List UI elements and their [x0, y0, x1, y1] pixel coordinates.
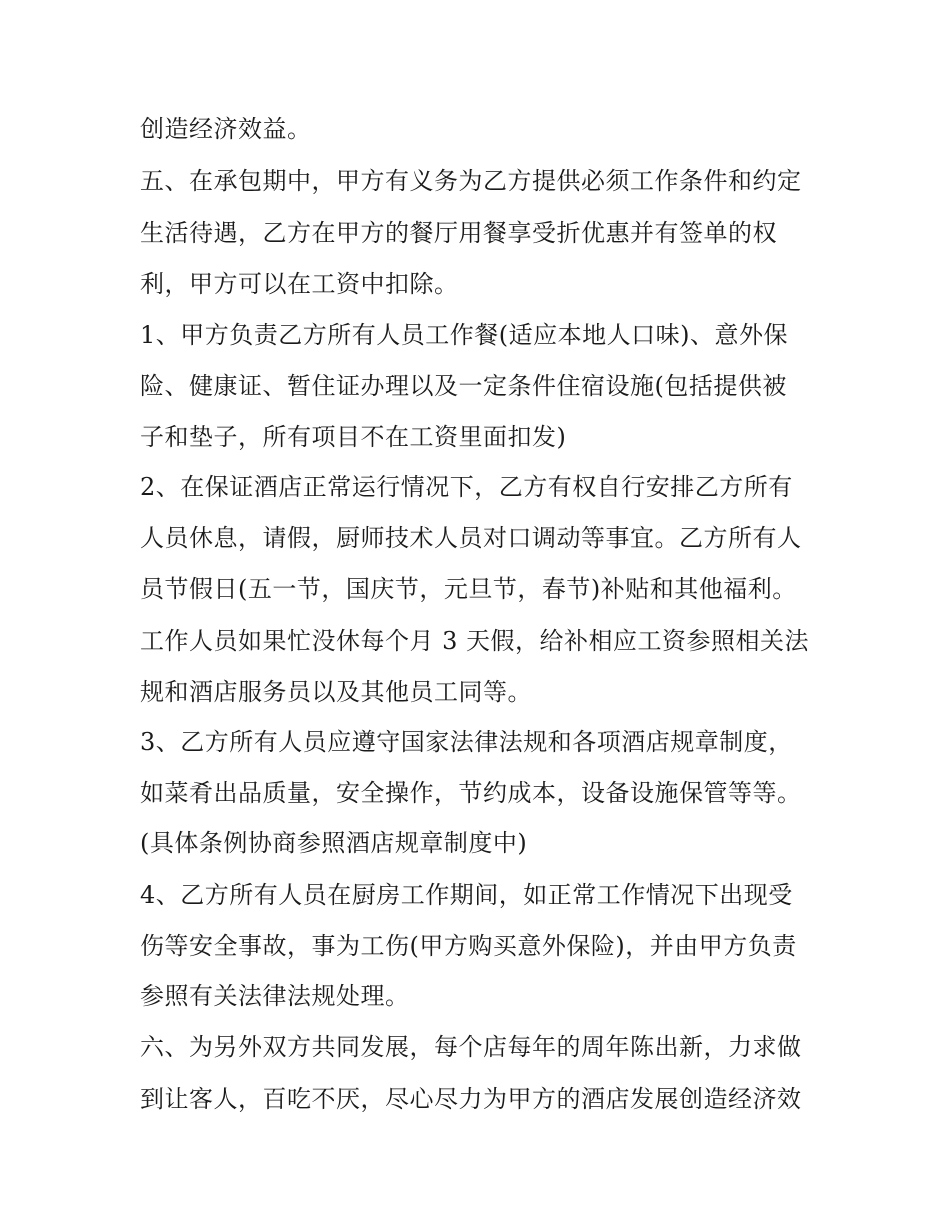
- text-line: 工作人员如果忙没休每个月 3 天假，给补相应工资参照相关法: [140, 627, 810, 655]
- text-line: 到让客人，百吃不厌，尽心尽力为甲方的酒店发展创造经济效: [140, 1085, 802, 1113]
- text-line: 子和垫子，所有项目不在工资里面扣发): [140, 423, 567, 451]
- text-line: 如菜肴出品质量，安全操作，节约成本，设备设施保管等等。: [140, 779, 802, 807]
- text-line: 1、甲方负责乙方所有人员工作餐(适应本地人口味)、意外保: [140, 321, 788, 349]
- text-line: 险、健康证、暂住证办理以及一定条件住宿设施(包括提供被: [140, 372, 787, 400]
- text-line: 3、乙方所有人员应遵守国家法律法规和各项酒店规章制度，: [140, 728, 793, 756]
- text-line: 创造经济效益。: [140, 115, 312, 143]
- text-line: 伤等安全事故，事为工伤(甲方购买意外保险)，并由甲方负责: [140, 932, 797, 960]
- text-line: (具体条例协商参照酒店规章制度中): [140, 829, 528, 857]
- text-line: 员节假日(五一节，国庆节，元旦节，春节)补贴和其他福利。: [140, 575, 797, 603]
- text-line: 五、在承包期中，甲方有义务为乙方提供必须工作条件和约定: [140, 167, 802, 195]
- text-line: 生活待遇，乙方在甲方的餐厅用餐享受折优惠并有签单的权: [140, 219, 777, 247]
- text-line: 2、在保证酒店正常运行情况下，乙方有权自行安排乙方所有: [140, 473, 793, 501]
- text-line: 参照有关法律法规处理。: [140, 982, 410, 1010]
- text-line: 人员休息，请假，厨师技术人员对口调动等事宜。乙方所有人: [140, 524, 802, 552]
- text-line: 六、为另外双方共同发展，每个店每年的周年陈出新，力求做: [140, 1033, 802, 1061]
- text-line: 规和酒店服务员以及其他员工同等。: [140, 678, 532, 706]
- text-line: 利，甲方可以在工资中扣除。: [140, 270, 459, 298]
- text-line: 4、乙方所有人员在厨房工作期间，如正常工作情况下出现受: [140, 881, 793, 909]
